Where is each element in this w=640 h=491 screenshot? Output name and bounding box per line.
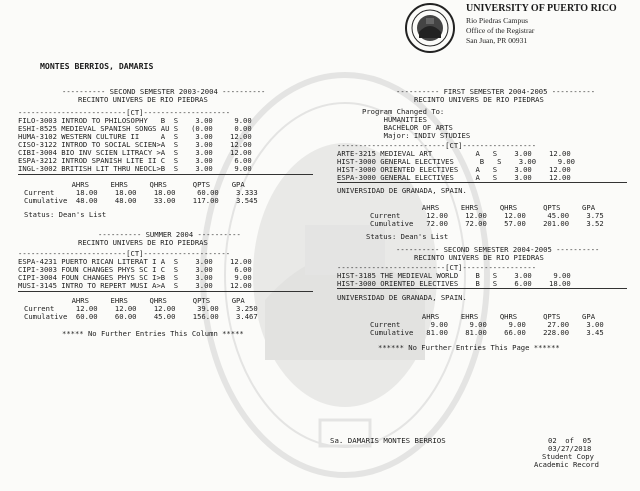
program-change-line: Major: INDIV STUDIES [362,131,471,140]
course-row: ESPA-3000 GENERAL ELECTIVES A S 3.00 12.00 [337,173,571,182]
left-term1-current: Current 18.00 18.00 18.00 60.00 3.333 [24,188,258,197]
course-row: ESPA-4231 PUERTO RICAN LITERAT I A S 3.00 12.00 [18,257,252,266]
footer-record-type: Academic Record [534,460,599,469]
right-term1-ct-rule: -------------------------[CT]----------------- [337,141,537,150]
right-term1-status: Status: Dean's List [366,232,449,241]
university-seal-logo [404,2,456,54]
right-term2-ct-rule: -------------------------[CT]----------------- [337,263,537,272]
left-term1-cumulative: Cumulative 48.00 48.00 33.00 117.00 3.545 [24,196,258,205]
course-row: FILO-3003 INTROD TO PHILOSOPHY B S 3.00 9.00 [18,116,252,125]
student-name: MONTES BERRIOS, DAMARIS [40,61,154,71]
left-no-further-entries: ***** No Further Entries This Column ***** [62,329,244,338]
right-term2-title: ---------- SECOND SEMESTER 2004-2005 ---------- [396,245,600,254]
campus-name: Rio Piedras Campus [466,16,529,25]
left-term2-subtitle: RECINTO UNIVERS DE RIO PIEDRAS [78,238,208,247]
left-term2-ct-rule: -------------------------[CT]-------------------- [18,249,231,258]
left-term2-current: Current 12.00 12.00 12.00 39.00 3.250 [24,304,258,313]
right-term2-transfer-note: UNIVERSIDAD DE GRANADA, SPAIN. [337,293,467,302]
course-row: HIST-3000 ORIENTED ELECTIVES B S 6.00 18.00 [337,279,571,288]
right-term1-cumulative: Cumulative 72.00 72.00 57.00 201.00 3.52 [370,219,604,228]
right-term2-stats-header: AHRS EHRS QHRS QPTS GPA [370,312,596,321]
divider [337,182,627,183]
footer-copy-type: Student Copy [542,452,594,461]
footer-signature: Sa. DAMARIS MONTES BERRIOS [330,436,446,445]
course-row: HIST-3000 ORIENTED ELECTIVES A S 3.00 12.00 [337,165,571,174]
divider [337,288,627,289]
left-term2-cumulative: Cumulative 60.00 60.00 45.00 156.00 3.467 [24,312,258,321]
divider [18,291,313,292]
university-name: UNIVERSITY OF PUERTO RICO [466,3,617,14]
right-term1-current: Current 12.00 12.00 12.00 45.00 3.75 [370,211,604,220]
left-term1-subtitle: RECINTO UNIVERS DE RIO PIEDRAS [78,95,208,104]
footer-page-number: 02 of 05 [548,436,592,445]
course-row: ESHI-8525 MEDIEVAL SPANISH SONGS AU S (0.00 0.00 [18,124,252,133]
left-term1-ct-rule: -------------------------[CT]-------------------- [18,108,231,117]
footer-date: 03/27/2018 [548,444,592,453]
right-term1-subtitle: RECINTO UNIVERS DE RIO PIEDRAS [414,95,544,104]
left-term2-title: ---------- SUMMER 2004 ---------- [98,230,241,239]
course-row: HUMA-3102 WESTERN CULTURE II A S 3.00 12.00 [18,132,252,141]
left-term1-status: Status: Dean's List [24,210,107,219]
course-row: HIST-3185 THE MEDIEVAL WORLD B S 3.00 9.00 [337,271,571,280]
course-row: INGL-3002 BRITISH LIT THRU NEOCL>B S 3.00 9.00 [18,164,252,173]
right-term2-cumulative: Cumulative 81.00 81.00 66.00 228.00 3.45 [370,328,604,337]
divider [18,174,313,175]
course-row: CIBI-3004 BIO INV SCIEN LITRACY >A S 3.00 12.00 [18,148,252,157]
program-change-line: Program Changed To: [362,107,445,116]
course-row: CIPI-3004 FOUN CHANGES PHYS SC I>B S 3.00 9.00 [18,273,252,282]
course-row: HIST-3000 GENERAL ELECTIVES B S 3.00 9.00 [337,157,575,166]
program-change-line: HUMANITIES [362,115,427,124]
right-no-further-entries: ****** No Further Entries This Page ****** [378,343,560,352]
right-term1-transfer-note: UNIVERSIDAD DE GRANADA, SPAIN. [337,186,467,195]
right-term2-subtitle: RECINTO UNIVERS DE RIO PIEDRAS [414,253,544,262]
office-name: Office of the Registrar [466,26,535,35]
right-term1-stats-header: AHRS EHRS QHRS QPTS GPA [370,203,596,212]
left-term2-stats-header: AHRS EHRS QHRS QPTS GPA [24,296,245,305]
office-address: San Juan, PR 00931 [466,36,528,45]
course-row: MUSI-3145 INTRO TO REPERT MUSI A>A S 3.00 12.00 [18,281,252,290]
right-term2-current: Current 9.00 9.00 9.00 27.00 3.00 [370,320,604,329]
program-change-line: BACHELOR OF ARTS [362,123,453,132]
course-row: ESPA-3212 INTROD SPANISH LITE II C S 3.00 6.00 [18,156,252,165]
course-row: CIPI-3003 FOUN CHANGES PHYS SC I C S 3.00 6.00 [18,265,252,274]
left-term1-title: ---------- SECOND SEMESTER 2003-2004 ---------- [62,87,266,96]
right-term1-title: ---------- FIRST SEMESTER 2004-2005 ---------- [396,87,596,96]
course-row: CISO-3122 INTROD TO SOCIAL SCIEN>A S 3.00 12.00 [18,140,252,149]
left-term1-stats-header: AHRS EHRS QHRS QPTS GPA [24,180,245,189]
course-row: ARTE-3215 MEDIEVAL ART A S 3.00 12.00 [337,149,571,158]
